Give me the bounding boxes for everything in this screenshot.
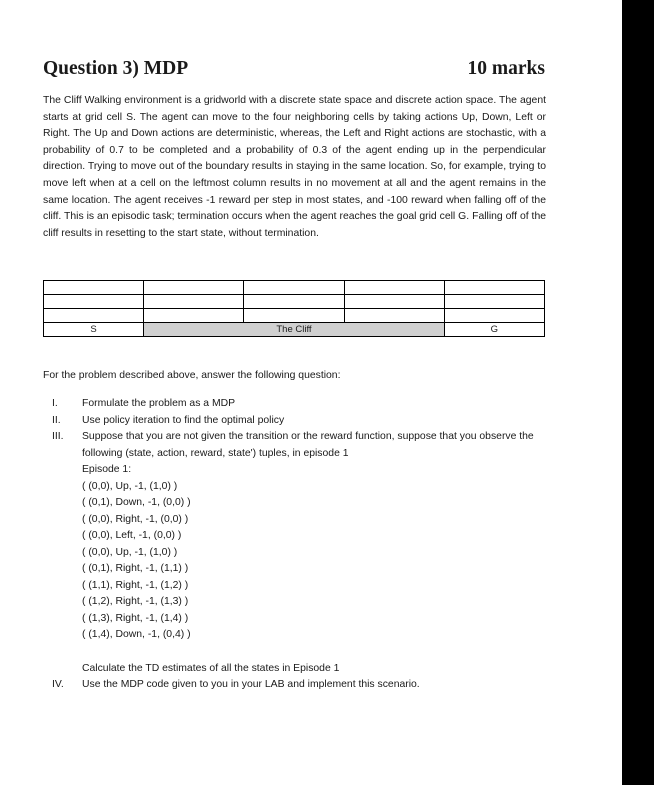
question-text: Use policy iteration to find the optimal policy — [82, 414, 285, 426]
question-number: IV. — [52, 679, 64, 690]
goal-cell: G — [444, 323, 544, 337]
grid-cell — [144, 295, 244, 309]
cliff-gridworld — [43, 280, 545, 337]
grid-row — [44, 281, 545, 295]
grid-cell — [344, 295, 444, 309]
episode-tuple: ( (1,4), Down, -1, (0,4) ) — [82, 629, 191, 640]
grid-cell — [44, 295, 144, 309]
episode-tuple: ( (1,2), Right, -1, (1,3) ) — [82, 596, 189, 607]
question-text: Use the MDP code given to you in your LAB and implement this scenario. — [82, 679, 420, 690]
grid-cell — [244, 281, 344, 295]
problem-description: The Cliff Walking environment is a gridworld with a discrete state space and discrete action space. The agent starts at grid cell S. The agent can move to the four neighboring cells by taking actions Up, Down, Left or Right. The Up and Down actions are deterministic, whereas, the Left and Right actions are stochastic, with a probability of 0.7 to be completed and a probability of 0.3 of the agent ending up in the perpendicular direction. Trying to move out of the boundary results in staying in the same location. So, for example, trying to move left when at a cell on the leftmost column results in no movement at all and the agent remains in the same location. The agent receives -1 reward per step in most states, and -100 reward when falling off of the cliff. This is an episodic task; termination occurs when the agent reaches the goal grid cell G. Falling off of the cliff results in resetting to the start state, without termination. — [43, 95, 546, 239]
episode-tuple: ( (1,1), Right, -1, (1,2) ) — [82, 579, 189, 591]
question-heading — [43, 58, 545, 80]
question-list — [43, 396, 546, 694]
grid-cell — [344, 309, 444, 323]
question-title: Question 3) MDP — [43, 58, 189, 79]
grid-cell — [44, 309, 144, 323]
grid-cell — [144, 281, 244, 295]
td-task: Calculate the TD estimates of all the states in Episode 1 — [82, 662, 340, 674]
question-marks: 10 marks — [467, 58, 545, 79]
question-item — [43, 429, 546, 462]
grid-cell — [244, 309, 344, 323]
episode-tuple: ( (0,1), Right, -1, (1,1) ) — [82, 563, 189, 574]
episode-tuple: ( (0,0), Up, -1, (1,0) ) — [82, 546, 178, 558]
episode-tuple: ( (0,0), Left, -1, (0,0) ) — [82, 530, 182, 541]
grid-row — [44, 295, 545, 309]
episode-tuple: ( (0,0), Up, -1, (1,0) ) — [82, 480, 178, 492]
question-text: Formulate the problem as a MDP — [82, 398, 236, 409]
episode-tuple: ( (0,0), Right, -1, (0,0) ) — [82, 513, 189, 525]
question-item — [43, 396, 546, 413]
spacer — [82, 644, 546, 661]
grid-cell — [44, 281, 144, 295]
question-number: I. — [52, 398, 58, 409]
grid-cell — [244, 295, 344, 309]
episode-block — [43, 462, 546, 677]
grid-row-bottom — [44, 323, 545, 337]
question-item — [43, 677, 546, 694]
cliff-cells: The Cliff — [144, 323, 445, 337]
right-black-border — [622, 0, 654, 785]
grid-cell — [444, 281, 544, 295]
question-prompt: For the problem described above, answer the following question: — [43, 370, 341, 381]
start-cell: S — [44, 323, 144, 337]
grid-cell — [444, 309, 544, 323]
episode-label: Episode 1: — [82, 464, 132, 475]
question-number: II. — [52, 414, 61, 426]
episode-tuple: ( (0,1), Down, -1, (0,0) ) — [82, 497, 191, 508]
grid-cell — [344, 281, 444, 295]
grid-cell — [144, 309, 244, 323]
grid-row — [44, 309, 545, 323]
grid-cell — [444, 295, 544, 309]
episode-tuple: ( (1,3), Right, -1, (1,4) ) — [82, 612, 189, 624]
question-number: III. — [52, 431, 64, 442]
question-item — [43, 413, 546, 430]
question-text: Suppose that you are not given the transition or the reward function, suppose that you observe the following (state, action, reward, state') tuples, in episode 1 — [82, 431, 534, 459]
